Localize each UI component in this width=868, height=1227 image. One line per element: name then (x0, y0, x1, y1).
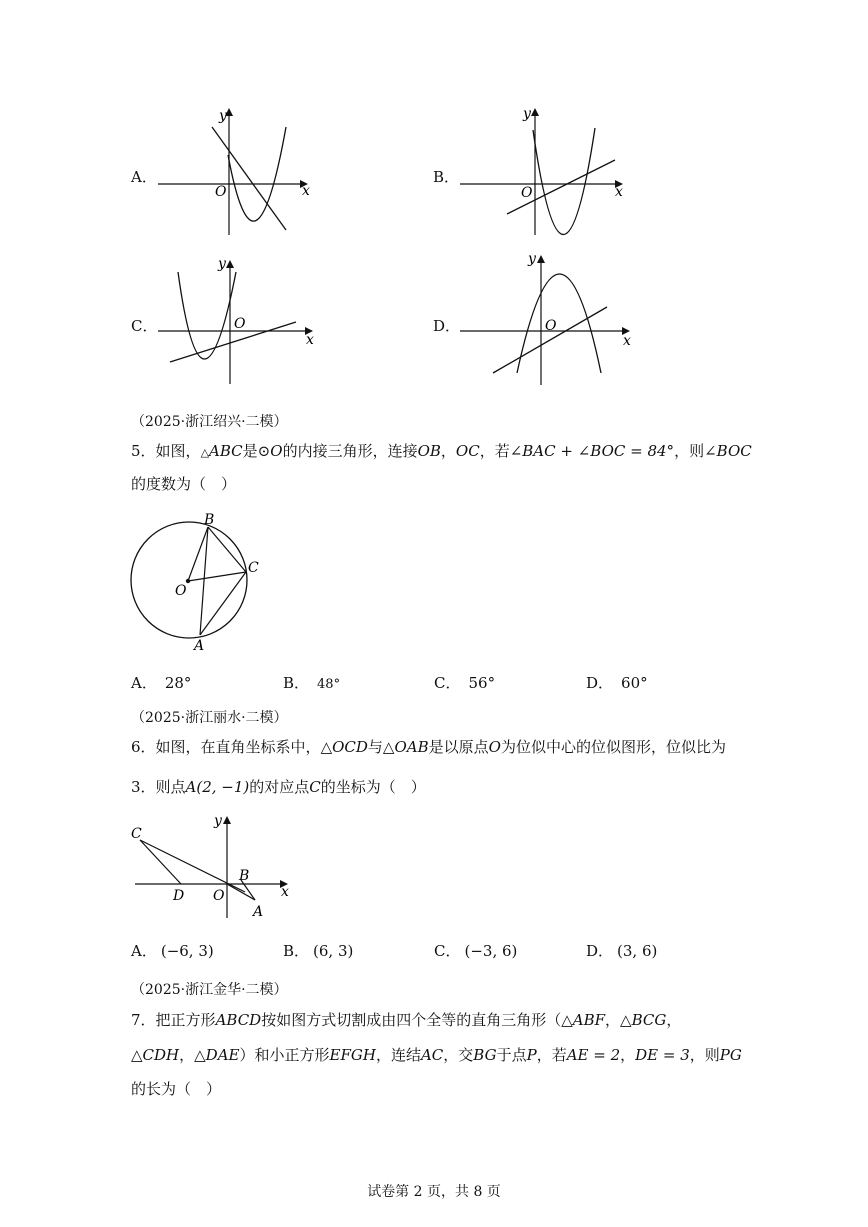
y-axis-label: y (219, 108, 227, 124)
q7-stem-line2: △CDH，△DAE）和小正方形EFGH，连结AC，交BG于点P，若AE = 2，DE = 3，则PG (131, 1046, 742, 1064)
q4-option-d-label: D． (433, 317, 461, 335)
point-c-label: C (248, 560, 259, 576)
q7-stem-line1: 7．把正方形ABCD按如图方式切割成由四个全等的直角三角形（△ABF，△BCG， (131, 1011, 682, 1029)
q5-option-a[interactable]: A． 28° (131, 674, 192, 692)
page-footer: 试卷第 2 页，共 8 页 (367, 1184, 501, 1200)
y-axis-label: y (218, 256, 226, 272)
q6-source: （2025·浙江丽水·二模） (131, 710, 288, 726)
y-axis-label: y (523, 106, 531, 122)
point-b-label: B (204, 512, 215, 528)
point-o-label: O (175, 583, 187, 599)
q4-option-c-graph (150, 250, 325, 390)
q6-option-c[interactable]: C． (−3, 6) (434, 942, 518, 960)
q5-source: （2025·浙江绍兴·二模） (131, 414, 288, 430)
q5-option-c[interactable]: C． 56° (434, 674, 496, 692)
origin-label: O (215, 184, 227, 200)
q6-coordinate-figure (125, 808, 300, 923)
y-axis-label: y (528, 251, 536, 267)
q5-option-b[interactable]: B． 48° (283, 674, 341, 692)
point-a-label: A (253, 904, 264, 920)
q6-option-a[interactable]: A． (−6, 3) (131, 942, 214, 960)
origin-label: O (234, 316, 246, 332)
q7-stem-line3: 的长为（ ） (131, 1080, 222, 1098)
point-a-label: A (194, 638, 205, 654)
x-axis-label: x (281, 884, 289, 900)
x-axis-label: x (623, 333, 631, 349)
origin-label: O (521, 185, 533, 201)
q6-option-d[interactable]: D． (3, 6) (586, 942, 658, 960)
q4-option-d-graph (455, 245, 640, 390)
q6-stem-line1: 6．如图，在直角坐标系中，△OCD与△OAB是以原点O为位似中心的位似图形，位似比为 (131, 738, 726, 756)
q5-circle-figure (125, 505, 275, 655)
x-axis-label: x (306, 332, 314, 348)
point-c-label: C (131, 826, 142, 842)
origin-label: O (213, 888, 225, 904)
q4-option-b-graph (455, 100, 630, 240)
point-b-label: B (239, 868, 250, 884)
x-axis-label: x (615, 184, 623, 200)
y-axis-label: y (214, 813, 222, 829)
q4-option-b-label: B． (433, 168, 460, 186)
q5-stem-line1: 5．如图，△ABC是⊙O的内接三角形，连接OB，OC，若∠BAC + ∠BOC = 84°，则∠BOC (131, 442, 752, 460)
x-axis-label: x (302, 183, 310, 199)
point-d-label: D (173, 888, 185, 904)
q4-option-a-label: A． (131, 168, 157, 186)
q5-stem-line2: 的度数为（ ） (131, 475, 237, 493)
q7-source: （2025·浙江金华·二模） (131, 982, 288, 998)
q5-option-d[interactable]: D． 60° (586, 674, 648, 692)
q4-option-c-label: C． (131, 317, 158, 335)
q6-stem-line2: 3．则点A(2, −1)的对应点C的坐标为（ ） (131, 778, 426, 796)
q6-option-b[interactable]: B． (6, 3) (283, 942, 354, 960)
origin-label: O (545, 318, 557, 334)
q4-option-a-graph (150, 100, 320, 240)
